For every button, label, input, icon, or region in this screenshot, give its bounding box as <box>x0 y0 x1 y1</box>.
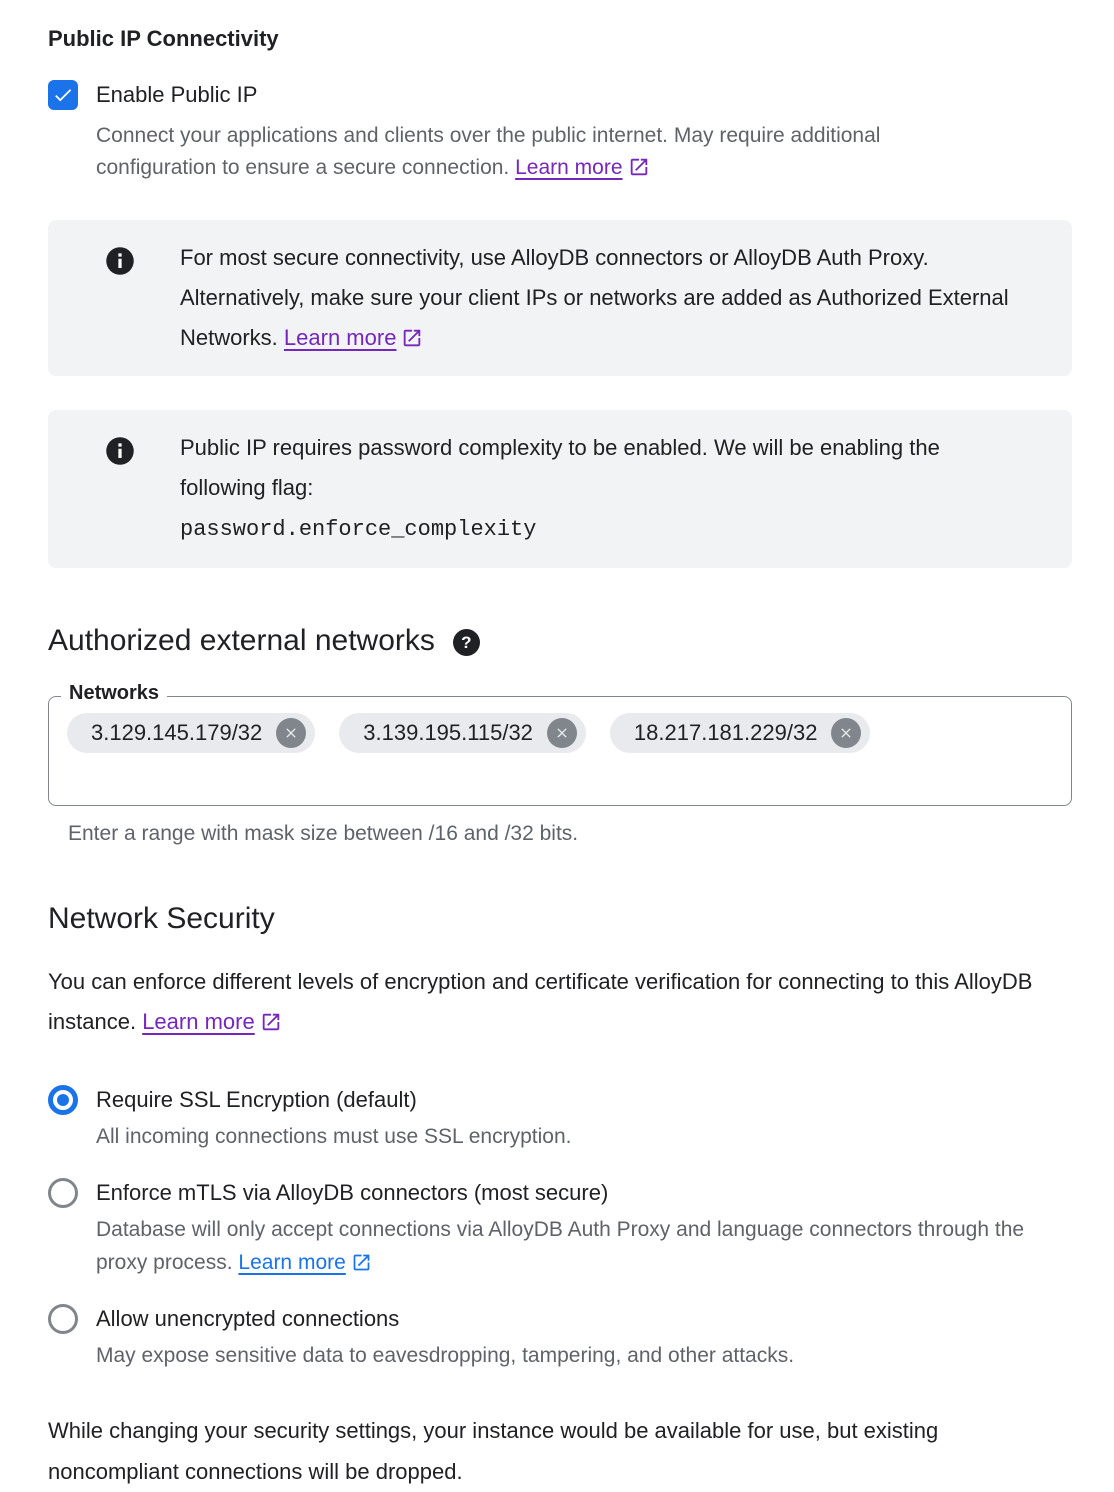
security-settings-footer-note: While changing your security settings, your instance would be available for use, but existing noncompliant connections will be dropped. <box>48 1418 939 1484</box>
notice-text: For most secure connectivity, use AlloyDB connectors or AlloyDB Auth Proxy. Alternatively, make sure your client IPs or networks are added as Authorized External Networks. <box>180 245 1009 350</box>
network-chip <box>610 713 871 753</box>
network-chip-value: 3.129.145.179/32 <box>91 720 263 745</box>
radio-description: All incoming connections must use SSL encryption. <box>96 1125 572 1148</box>
public-ip-section-title: Public IP Connectivity <box>48 26 279 51</box>
network-security-description-text: You can enforce different levels of encryption and certificate verification for connecting to this AlloyDB instance. <box>48 969 1033 1034</box>
radio-description-text: Database will only accept connections via AlloyDB Auth Proxy and language connectors through the proxy process. <box>96 1218 1025 1274</box>
authorized-networks-title: Authorized external networks <box>48 624 435 657</box>
remove-network-button[interactable] <box>276 718 306 748</box>
radio-button-selected[interactable] <box>48 1085 78 1115</box>
password-complexity-notice-text <box>180 428 1030 550</box>
secure-connectivity-notice-text <box>180 238 1030 358</box>
networks-field[interactable] <box>48 682 1072 806</box>
enable-public-ip-checkbox[interactable] <box>48 80 78 110</box>
radio-button-unselected[interactable] <box>48 1304 78 1334</box>
learn-more-label: Learn more <box>515 156 623 179</box>
network-security-learn-more-link[interactable] <box>142 1009 282 1034</box>
remove-network-button[interactable] <box>547 718 577 748</box>
network-chip <box>339 713 586 753</box>
learn-more-label: Learn more <box>238 1251 346 1274</box>
networks-field-label: Networks <box>61 682 167 705</box>
help-icon[interactable]: ? <box>453 629 480 656</box>
radio-option-require-ssl <box>48 1084 1072 1153</box>
authorized-networks-heading-row <box>48 624 1072 658</box>
enable-public-ip-row <box>48 80 1072 110</box>
password-complexity-notice <box>48 410 1072 568</box>
radio-option-allow-unencrypted <box>48 1303 1072 1372</box>
network-chip-value: 18.217.181.229/32 <box>633 720 818 745</box>
external-link-icon <box>401 327 423 349</box>
radio-label[interactable]: Allow unencrypted connections <box>96 1306 400 1331</box>
radio-option-enforce-mtls <box>48 1177 1072 1279</box>
secure-connectivity-notice <box>48 220 1072 376</box>
learn-more-label: Learn more <box>283 325 397 350</box>
learn-more-label: Learn more <box>142 1009 255 1034</box>
radio-description <box>96 1213 1041 1279</box>
public-ip-description <box>96 120 1006 184</box>
radio-label[interactable]: Require SSL Encryption (default) <box>96 1087 417 1112</box>
checkmark-icon <box>52 84 74 106</box>
notice-text: Public IP requires password complexity to be enabled. We will be enabling the following flag: <box>180 435 940 500</box>
network-chip-value: 3.139.195.115/32 <box>363 720 533 745</box>
public-ip-description-text: Connect your applications and clients over the public internet. May require additional configuration to ensure a secure connection. <box>96 124 881 179</box>
network-chip <box>67 713 315 753</box>
network-security-description <box>48 962 1063 1042</box>
network-chip-list <box>49 697 1071 769</box>
networks-helper-text: Enter a range with mask size between /16 and /32 bits. <box>68 822 579 845</box>
close-icon <box>838 725 854 741</box>
mtls-learn-more-link[interactable] <box>238 1251 371 1274</box>
external-link-icon <box>628 156 650 178</box>
radio-description: May expose sensitive data to eavesdropping, tampering, and other attacks. <box>96 1344 795 1367</box>
notice-learn-more-link[interactable] <box>284 325 424 350</box>
external-link-icon <box>351 1252 372 1273</box>
public-ip-learn-more-link[interactable] <box>515 156 649 179</box>
info-icon <box>105 436 135 550</box>
enable-public-ip-label[interactable]: Enable Public IP <box>96 82 258 107</box>
network-security-heading-row <box>48 902 1072 936</box>
external-link-icon <box>260 1011 282 1033</box>
close-icon <box>554 725 570 741</box>
encryption-options-radio-group <box>48 1084 1072 1372</box>
radio-label[interactable]: Enforce mTLS via AlloyDB connectors (most secure) <box>96 1180 609 1205</box>
radio-button-unselected[interactable] <box>48 1178 78 1208</box>
close-icon <box>283 725 299 741</box>
info-icon <box>105 246 135 358</box>
remove-network-button[interactable] <box>831 718 861 748</box>
network-security-title: Network Security <box>48 902 275 935</box>
database-flag-value: password.enforce_complexity <box>180 517 537 542</box>
